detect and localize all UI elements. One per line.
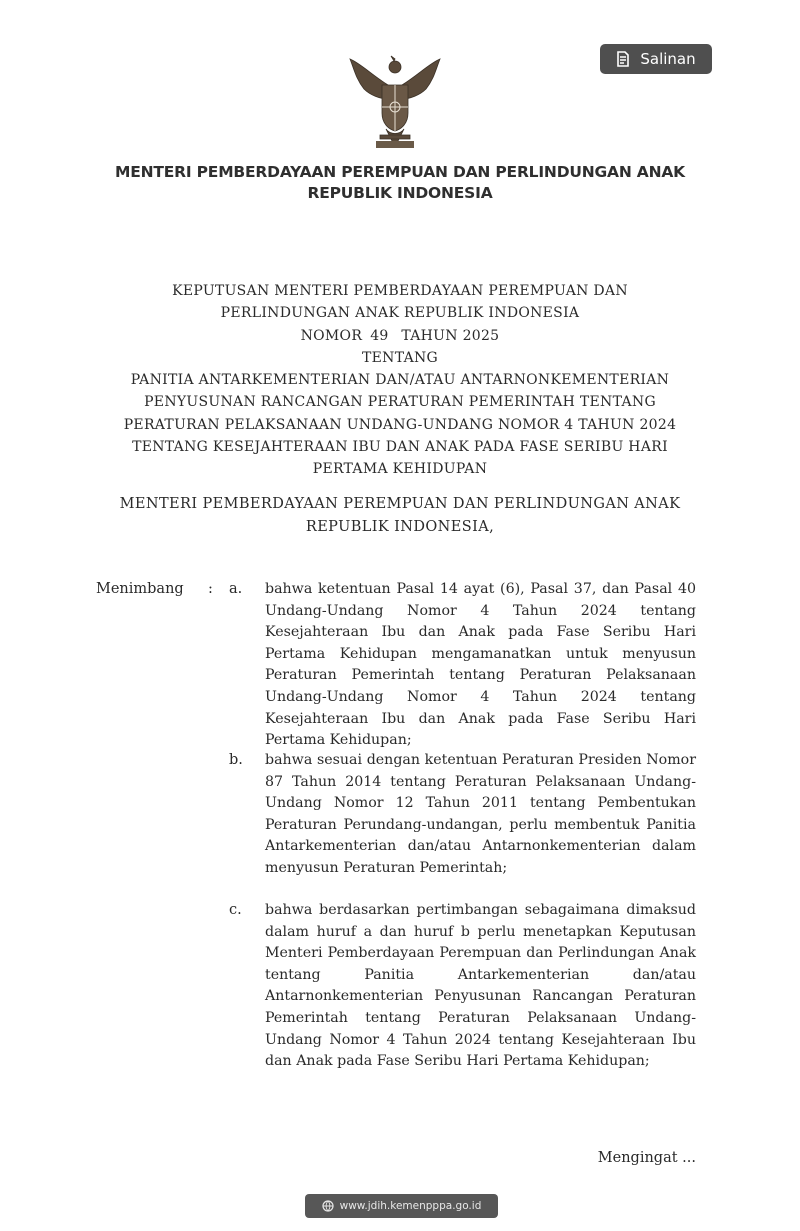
salinan-badge: [600, 44, 712, 74]
decree-number: [40, 325, 760, 347]
document-icon: [616, 51, 630, 67]
globe-icon: [322, 1200, 334, 1212]
menimbang-item-c: bahwa berdasarkan pertimbangan sebagaimana dimaksud dalam huruf a dan huruf b perlu menetapkan Keputusan Menteri Pemberdayaan Perempuan dan Perlindungan Anak tentang Panitia Antarkementerian dan/atau Antarnonkementerian Penyusunan Rancangan Peraturan Pemerintah tentang Peraturan Pelaksanaan Undang-Undang Nomor 4 Tahun 2024 tentang Kesejahteraan Ibu dan Anak pada Fase Seribu Hari Pertama Kehidupan;: [265, 902, 696, 1070]
item-letter: b.: [229, 752, 243, 768]
minister-line-1: MENTERI PEMBERDAYAAN PEREMPUAN DAN PERLINDUNGAN ANAK: [119, 496, 681, 512]
subject-line: PANITIA ANTARKEMENTERIAN DAN/ATAU ANTARNONKEMENTERIAN: [130, 372, 670, 389]
tentang-label: TENTANG: [361, 349, 439, 366]
menimbang-item-b: bahwa sesuai dengan ketentuan Peraturan Presiden Nomor 87 Tahun 2014 tentang Peraturan Pelaksanaan Undang-Undang Nomor 12 Tahun 2011 tentang Pembentukan Peraturan Perundang-undangan, perlu membentuk Panitia Antarkementerian dan/atau Antarnonkementerian dalam menyusun Peraturan Pemerintah;: [265, 752, 696, 876]
ministry-line-1: MENTERI PEMBERDAYAAN PEREMPUAN DAN PERLINDUNGAN ANAK: [115, 163, 685, 181]
minister-line-2: REPUBLIK INDONESIA,: [305, 519, 495, 535]
subject-line: PERATURAN PELAKSANAAN UNDANG-UNDANG NOMOR 4 TAHUN 2024: [123, 416, 677, 433]
subject-line: TENTANG KESEJAHTERAAN IBU DAN ANAK PADA FASE SERIBU HARI: [132, 439, 668, 456]
footer-url[interactable]: www.jdih.kemenpppa.go.id: [339, 1200, 482, 1212]
menimbang-label: Menimbang: [96, 581, 184, 597]
item-letter: a.: [229, 581, 243, 597]
continuation-mengingat: Mengingat ...: [597, 1150, 696, 1166]
decree-title: [40, 280, 760, 481]
ministry-header: [60, 162, 740, 204]
garuda-emblem: [342, 55, 448, 155]
item-letter: c.: [229, 902, 242, 918]
nomor-value: 49: [370, 327, 389, 344]
minister-heading: [40, 493, 760, 539]
footer-url-badge[interactable]: [305, 1194, 498, 1218]
decree-line-1: KEPUTUSAN MENTERI PEMBERDAYAAN PEREMPUAN DAN: [172, 283, 628, 299]
subject-line: PERTAMA KEHIDUPAN: [312, 461, 488, 478]
tahun-label: TAHUN 2025: [401, 327, 500, 344]
nomor-label: NOMOR: [300, 327, 363, 344]
decree-line-2: PERLINDUNGAN ANAK REPUBLIK INDONESIA: [220, 305, 580, 322]
subject-line: PENYUSUNAN RANCANGAN PERATURAN PEMERINTAH TENTANG: [144, 394, 656, 411]
menimbang-item-a: bahwa ketentuan Pasal 14 ayat (6), Pasal 37, dan Pasal 40 Undang-Undang Nomor 4 Tahun 2024 tentang Kesejahteraan Ibu dan Anak pada Fase Seribu Hari Pertama Kehidupan mengamanatkan untuk menyusun Peraturan Pemerintah tentang Peraturan Pelaksanaan Undang-Undang Nomor 4 Tahun 2024 tentang Kesejahteraan Ibu dan Anak pada Fase Seribu Hari Pertama Kehidupan;: [265, 581, 696, 749]
salinan-label: Salinan: [640, 50, 696, 68]
menimbang-colon: :: [208, 581, 213, 597]
ministry-line-2: REPUBLIK INDONESIA: [307, 184, 493, 202]
